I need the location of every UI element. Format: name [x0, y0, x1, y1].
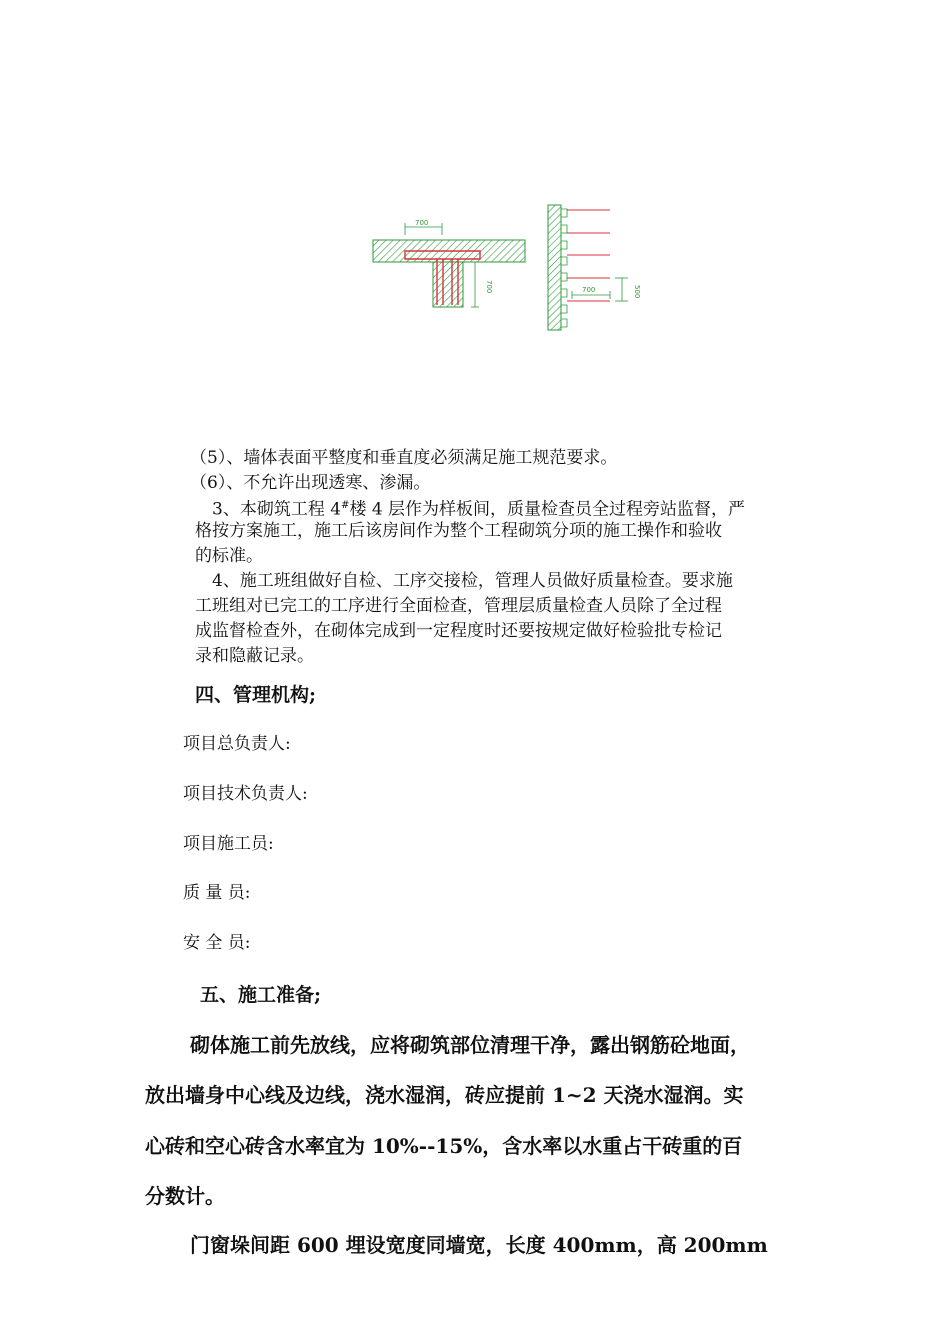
wall-dim-horizontal-label: 700	[582, 286, 596, 294]
item-6-text: （6）、不允许出现透寒、渗漏。	[190, 473, 431, 493]
para4-line2: 工班组对已完工的工序进行全面检查，管理层质量检查人员除了全过程	[195, 596, 722, 616]
wall-brick-teeth	[561, 209, 567, 327]
wall-dimensions	[572, 278, 628, 301]
para4-line4: 录和隐蔽记录。	[195, 646, 314, 666]
wall-dim-vertical-label: 500	[633, 285, 641, 299]
role-technical-lead: 项目技术负责人:	[183, 784, 308, 804]
section5-para1-line3: 心砖和空心砖含水率宜为 10%--15%，含水率以水重占干砖重的百	[145, 1134, 743, 1158]
para4-line3: 成监督检查外，在砌体完成到一定程度时还要按规定做好检验批专检记	[195, 621, 722, 641]
section5-heading: 五、施工准备;	[200, 984, 322, 1006]
construction-detail-diagram	[360, 195, 660, 340]
section5-para1-line1: 砌体施工前先放线，应将砌筑部位清理干净，露出钢筋砼地面，	[190, 1033, 750, 1057]
role-project-manager: 项目总负责人:	[183, 734, 291, 754]
para3-line1: 3、本砌筑工程 4#楼 4 层作为样板间，质量检查员全过程旁站监督，严	[212, 499, 746, 520]
role-safety-officer: 安 全 员:	[183, 933, 251, 953]
section5-para2-line1: 门窗垛间距 600 埋设宽度同墙宽，长度 400mm，高 200mm	[190, 1233, 768, 1257]
section4-heading: 四、管理机构;	[195, 684, 317, 706]
t-wall-rebar	[405, 251, 480, 305]
para4-line1: 4、施工班组做好自检、工序交接检，管理人员做好质量检查。要求施	[212, 571, 733, 591]
section5-para1-line4: 分数计。	[145, 1184, 225, 1208]
item-5-text: （5）、墙体表面平整度和垂直度必须满足施工规范要求。	[190, 448, 618, 468]
t-dim-vertical-label: 700	[485, 280, 493, 294]
para3-line2: 格按方案施工，施工后该房间作为整个工程砌筑分项的施工操作和验收	[195, 521, 722, 541]
role-quality-officer: 质 量 员:	[183, 883, 251, 903]
t-wall-section	[373, 240, 525, 307]
para3-line3: 的标准。	[195, 546, 263, 566]
role-site-engineer: 项目施工员:	[183, 834, 274, 854]
straight-wall-section	[548, 205, 561, 330]
section5-para1-line2: 放出墙身中心线及边线，浇水湿润，砖应提前 1~2 天浇水湿润。实	[145, 1083, 744, 1107]
t-dim-horizontal-label: 700	[415, 219, 429, 227]
